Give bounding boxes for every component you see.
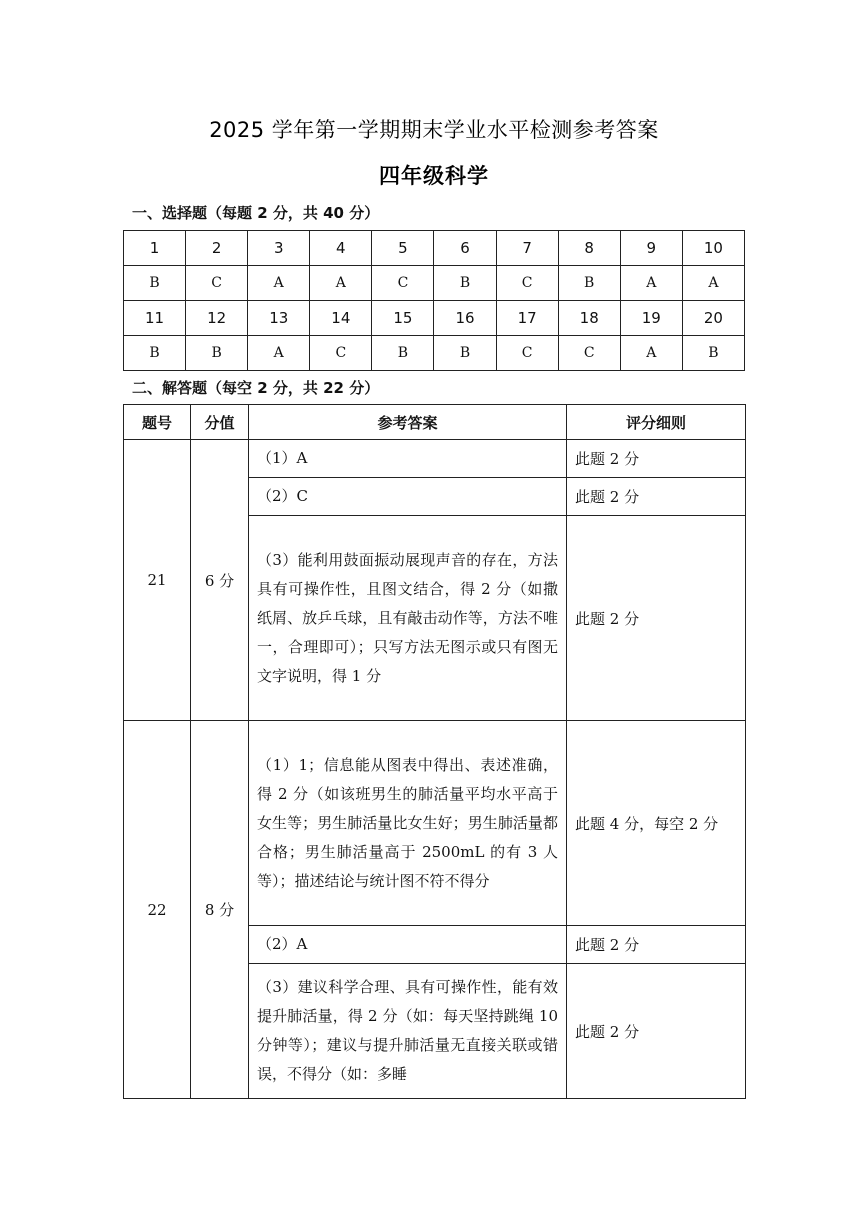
header-scoring-rules: 评分细则 <box>567 405 746 440</box>
answer-cell: B <box>558 266 620 301</box>
question-number-cell: 16 <box>434 301 496 336</box>
answer-cell: A <box>682 266 744 301</box>
question-number-cell: 10 <box>682 231 744 266</box>
multiple-choice-table <box>123 230 745 371</box>
answer-cell: A <box>248 266 310 301</box>
reference-answer: （2）A <box>249 926 567 964</box>
table-header-row <box>124 405 746 440</box>
answer-cell: B <box>434 266 496 301</box>
header-question-number: 题号 <box>124 405 191 440</box>
scoring-rule: 此题 2 分 <box>567 440 746 478</box>
question-number-cell: 2 <box>186 231 248 266</box>
question-score: 6 分 <box>191 440 249 721</box>
answer-cell: C <box>496 266 558 301</box>
question-number-cell: 12 <box>186 301 248 336</box>
question-number-cell: 5 <box>372 231 434 266</box>
section-heading-multiple-choice: 一、选择题（每题 2 分，共 40 分） <box>132 204 380 222</box>
question-number-cell: 13 <box>248 301 310 336</box>
section-heading-short-answer: 二、解答题（每空 2 分，共 22 分） <box>132 379 380 397</box>
answer-cell: B <box>186 336 248 371</box>
page-title: 2025 学年第一学期期末学业水平检测参考答案 <box>209 118 659 142</box>
scoring-rule: 此题 2 分 <box>567 926 746 964</box>
reference-answer: （1）A <box>249 440 567 478</box>
header-reference-answer: 参考答案 <box>249 405 567 440</box>
scoring-rule: 此题 2 分 <box>567 516 746 721</box>
question-number-cell: 3 <box>248 231 310 266</box>
reference-answer: （2）C <box>249 478 567 516</box>
question-number-cell: 4 <box>310 231 372 266</box>
question-number-cell: 19 <box>620 301 682 336</box>
answer-cell: A <box>620 266 682 301</box>
answer-cell: B <box>124 336 186 371</box>
question-number-cell: 7 <box>496 231 558 266</box>
answer-cell: C <box>558 336 620 371</box>
answer-cell: C <box>372 266 434 301</box>
question-number-cell: 18 <box>558 301 620 336</box>
reference-answer: （3）建议科学合理、具有可操作性，能有效提升肺活量，得 2 分（如：每天坚持跳绳 10 分钟等）；建议与提升肺活量无直接关联或错误，不得分（如：多睡 <box>249 964 567 1099</box>
table-row <box>124 440 746 478</box>
question-number-cell: 11 <box>124 301 186 336</box>
scoring-rule: 此题 2 分 <box>567 478 746 516</box>
answer-cell: C <box>186 266 248 301</box>
question-number-cell: 20 <box>682 301 744 336</box>
table-row <box>124 721 746 926</box>
question-number-cell: 8 <box>558 231 620 266</box>
answer-cell: C <box>496 336 558 371</box>
answer-cell: B <box>682 336 744 371</box>
reference-answer: （1）1；信息能从图表中得出、表述准确，得 2 分（如该班男生的肺活量平均水平高于女生等；男生肺活量比女生好；男生肺活量都合格；男生肺活量高于 2500mL 的有 3 人等）；描述结论与统计图不符不得分 <box>249 721 567 926</box>
answer-cell: A <box>248 336 310 371</box>
question-number: 22 <box>124 721 191 1099</box>
question-score: 8 分 <box>191 721 249 1099</box>
question-number-cell: 14 <box>310 301 372 336</box>
scoring-rule: 此题 2 分 <box>567 964 746 1099</box>
answer-cell: B <box>434 336 496 371</box>
page-subtitle: 四年级科学 <box>379 164 489 188</box>
reference-answer: （3）能利用鼓面振动展现声音的存在，方法具有可操作性，且图文结合，得 2 分（如撒纸屑、放乒乓球，且有敲击动作等，方法不唯一，合理即可）；只写方法无图示或只有图无文字说明，得 1 分 <box>249 516 567 721</box>
question-number-row <box>124 231 745 266</box>
scoring-rule: 此题 4 分，每空 2 分 <box>567 721 746 926</box>
question-number-row <box>124 301 745 336</box>
answer-cell: B <box>124 266 186 301</box>
question-number-cell: 9 <box>620 231 682 266</box>
question-number-cell: 15 <box>372 301 434 336</box>
question-number-cell: 6 <box>434 231 496 266</box>
question-number-cell: 1 <box>124 231 186 266</box>
answer-cell: B <box>372 336 434 371</box>
header-score: 分值 <box>191 405 249 440</box>
question-number-cell: 17 <box>496 301 558 336</box>
answer-cell: A <box>620 336 682 371</box>
answer-cell: A <box>310 266 372 301</box>
short-answer-table <box>123 404 746 1099</box>
answer-row <box>124 266 745 301</box>
question-number: 21 <box>124 440 191 721</box>
answer-row <box>124 336 745 371</box>
answer-cell: C <box>310 336 372 371</box>
